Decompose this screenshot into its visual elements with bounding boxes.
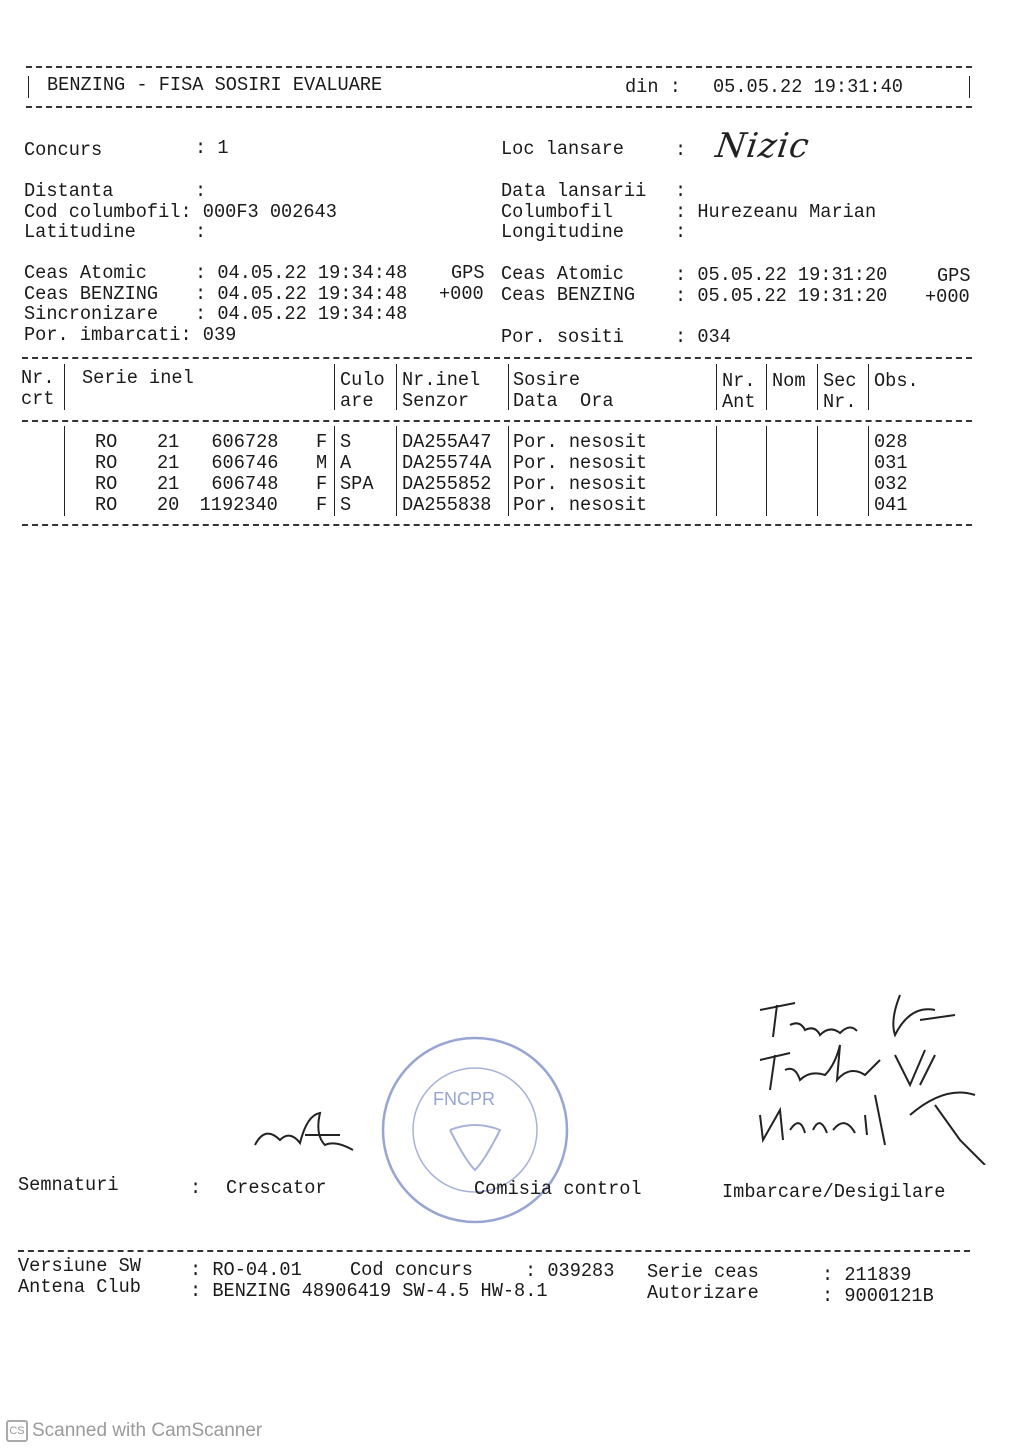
svg-text:FNCPR: FNCPR [433,1089,495,1109]
table-cell-tara: RO [95,473,118,495]
table-cell-culoare: S [340,494,352,516]
header-border-left [28,76,29,98]
header-border-top [26,66,972,68]
loc-lansare-handwritten-value: Nizic [713,126,813,166]
left-ceas-benzing-suffix: +000 [439,283,484,305]
left-ceas-atomic-label: Ceas Atomic [24,262,147,284]
th-nom: Nom [772,370,806,392]
por-sositi-value: : 034 [675,326,731,348]
table-cell-sosire: Por. nesosit [513,431,648,453]
autorizare-label: Autorizare [647,1282,759,1304]
distanta-label: Distanta [24,180,114,202]
din-label: din : [625,76,681,98]
versiune-label: Versiune SW [18,1255,141,1277]
col-divider [817,426,818,516]
th-sosire: Sosire [513,369,581,391]
por-imbarcati-label: Por. imbarcati: 039 [24,324,237,346]
col-divider [508,426,509,516]
col-divider [766,364,767,410]
semnaturi-colon: : [190,1177,202,1199]
th-sosire-2: Data Ora [513,390,614,412]
col-divider [766,426,767,516]
th-nr-crt: Nr. [21,367,55,389]
table-cell-tara: RO [95,431,118,453]
header-border-bottom [26,106,972,108]
cod-concurs-value: : 039283 [525,1260,615,1282]
col-divider [817,364,818,410]
crescator-signature [245,1105,360,1165]
data-lansarii-label: Data lansarii [501,180,647,202]
col-divider [868,364,869,410]
th-nr-ant-2: Ant [722,391,756,413]
th-culoare: Culo [340,369,385,391]
distanta-colon: : [195,180,207,202]
latitudine-label: Latitudine [24,221,136,243]
th-nr-inel-2: Senzor [402,390,470,412]
table-cell-obs: 041 [874,494,908,516]
loc-lansare-colon: : [675,139,687,161]
right-ceas-benzing-suffix: +000 [925,286,970,308]
left-ceas-benzing-label: Ceas BENZING [24,283,159,305]
left-ceas-atomic-value: : 04.05.22 19:34:48 [195,262,408,284]
din-value: 05.05.22 19:31:40 [713,76,903,98]
versiune-value: : RO-04.01 [190,1259,302,1281]
sincronizare-label: Sincronizare [24,303,159,325]
autorizare-value: : 9000121B [822,1285,934,1307]
right-ceas-benzing-label: Ceas BENZING [501,284,636,306]
table-cell-senzor: DA255A47 [402,431,492,453]
table-border-top [22,357,972,359]
semnaturi-label: Semnaturi [18,1174,119,1196]
col-divider [64,364,65,410]
col-divider [508,364,509,410]
table-cell-tara: RO [95,452,118,474]
table-cell-sex: M [316,452,328,474]
imbarcare-label: Imbarcare/Desigilare [722,1181,946,1203]
table-cell-culoare: S [340,431,352,453]
table-cell-senzor: DA255852 [402,473,492,495]
document-title: BENZING - FISA SOSIRI EVALUARE [47,74,383,96]
columbofil-label: Columbofil [501,201,613,223]
th-nr-inel: Nr.inel [402,369,481,391]
antena-value: : BENZING 48906419 SW-4.5 HW-8.1 [190,1280,548,1302]
longitudine-label: Longitudine [501,221,624,243]
cod-concurs-label: Cod concurs [350,1259,473,1281]
table-cell-an: 21 [157,431,180,453]
table-cell-obs: 032 [874,473,908,495]
crescator-label: Crescator [226,1177,327,1199]
serie-ceas-label: Serie ceas [647,1261,759,1283]
col-divider [868,426,869,516]
th-nr-ant: Nr. [722,370,756,392]
table-cell-obs: 028 [874,431,908,453]
loc-lansare-label: Loc lansare [501,138,624,160]
table-cell-sex: F [316,473,328,495]
sincronizare-value: : 04.05.22 19:34:48 [195,303,408,325]
col-divider [396,364,397,410]
por-sositi-label: Por. sositi [501,326,624,348]
table-cell-an: 20 [157,494,180,516]
table-cell-sex: F [316,431,328,453]
left-ceas-benzing-value: : 04.05.22 19:34:48 [195,283,408,305]
th-culoare-2: are [340,390,374,412]
table-cell-numar: 606746 [210,452,278,474]
col-divider [716,426,717,516]
concurs-label: Concurs [24,139,103,161]
data-lansarii-colon: : [675,180,687,202]
imbarcare-signature-note [745,965,995,1165]
antena-label: Antena Club [18,1276,141,1298]
col-divider [64,426,65,516]
th-nr-crt-2: crt [21,388,55,410]
longitudine-colon: : [675,221,687,243]
right-ceas-atomic-value: : 05.05.22 19:31:20 [675,264,888,286]
table-cell-senzor: DA25574A [402,452,492,474]
table-cell-numar: 1192340 [199,494,278,516]
concurs-value: : 1 [195,137,229,159]
th-serie-inel: Serie inel [82,367,194,389]
table-cell-an: 21 [157,452,180,474]
cod-columbofil-value: 000F3 002643 [202,201,337,223]
header-border-right [969,76,970,98]
table-cell-senzor: DA255838 [402,494,492,516]
table-cell-tara: RO [95,494,118,516]
table-border-bottom [22,524,972,526]
col-divider [396,426,397,516]
left-ceas-atomic-suffix: GPS [451,262,485,284]
table-cell-culoare: A [340,452,352,474]
right-ceas-benzing-value: : 05.05.22 19:31:20 [675,285,888,307]
columbofil-value: : Hurezeanu Marian [675,201,877,223]
latitudine-colon: : [195,221,207,243]
col-divider [334,364,335,410]
table-header-divider [22,420,972,422]
table-cell-numar: 606748 [210,473,278,495]
table-cell-an: 21 [157,473,180,495]
serie-ceas-value: : 211839 [822,1264,912,1286]
right-ceas-atomic-label: Ceas Atomic [501,263,624,285]
th-sec-2: Nr. [823,391,857,413]
table-cell-sosire: Por. nesosit [513,494,648,516]
footer-divider [18,1250,970,1252]
table-cell-sosire: Por. nesosit [513,452,648,474]
table-cell-sex: F [316,494,328,516]
camscanner-watermark: CS Scanned with CamScanner [6,1420,262,1442]
camscanner-logo-icon: CS [6,1420,28,1442]
th-obs: Obs. [874,370,919,392]
comisia-label: Comisia control [474,1178,642,1200]
col-divider [716,364,717,410]
table-cell-numar: 606728 [210,431,278,453]
table-cell-culoare: SPA [340,473,374,495]
col-divider [334,426,335,516]
table-cell-obs: 031 [874,452,908,474]
club-stamp [375,1030,575,1230]
table-cell-sosire: Por. nesosit [513,473,648,495]
cod-columbofil-label: Cod columbofil: 000F3 002643 [24,201,337,223]
th-sec: Sec [823,370,857,392]
right-ceas-atomic-suffix: GPS [937,265,971,287]
